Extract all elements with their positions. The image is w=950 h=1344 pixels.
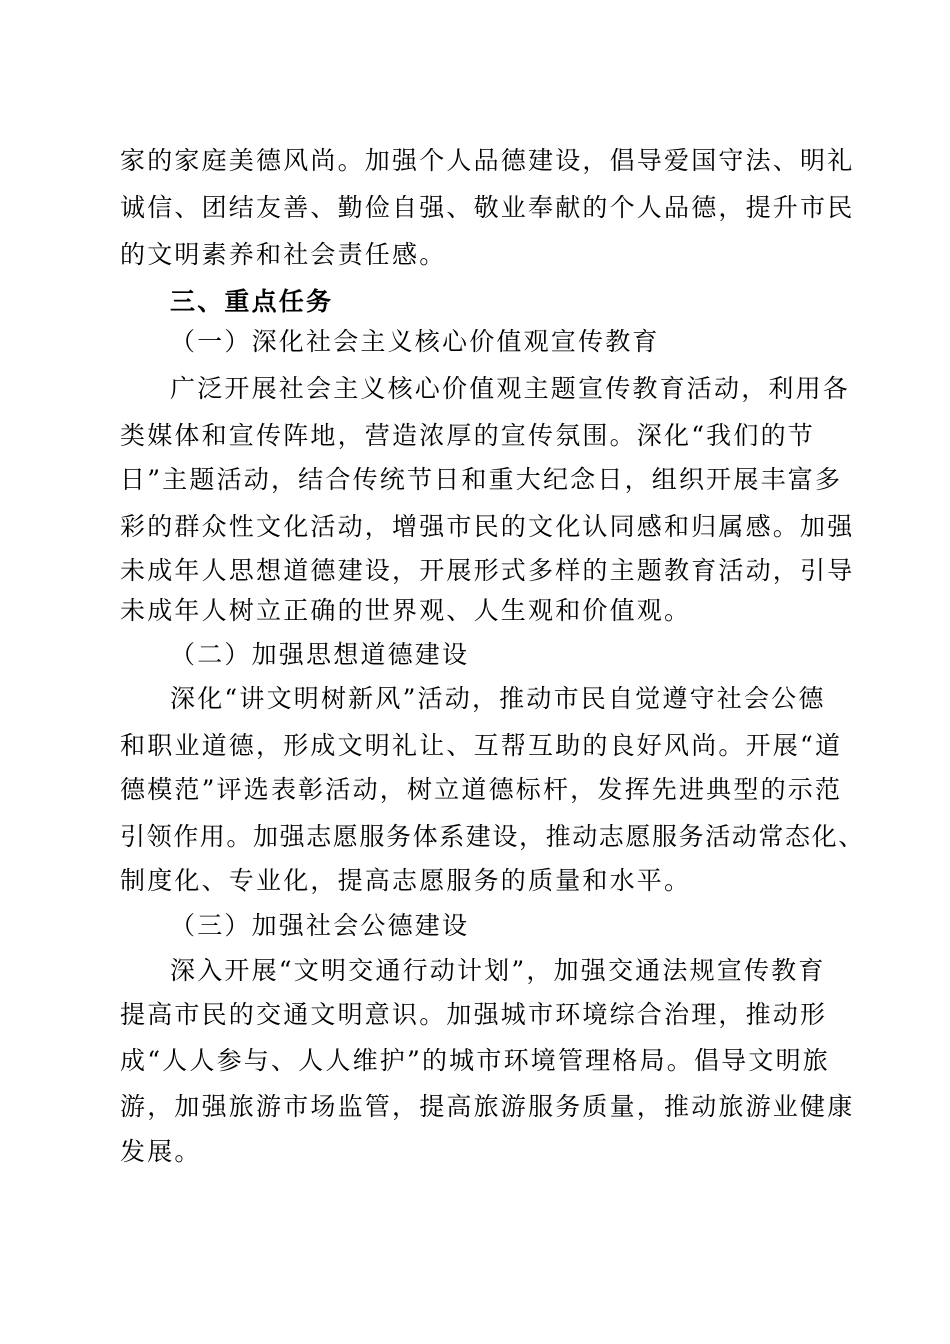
subsection-heading: （三）加强社会公德建设 xyxy=(170,911,470,940)
paragraph-line: 彩的群众性文化活动，增强市民的文化认同感和归属感。加强 xyxy=(120,512,855,541)
paragraph-line: 广泛开展社会主义核心价值观主题宣传教育活动，利用各 xyxy=(170,374,851,403)
paragraph-line: 未成年人思想道德建设，开展形式多样的主题教育活动，引导 xyxy=(120,556,855,585)
paragraph-line: 成“人人参与、人人维护”的城市环境管理格局。倡导文明旅 xyxy=(120,1046,830,1075)
paragraph-line: 深入开展“文明交通行动计划”，加强交通法规宣传教育 xyxy=(170,956,826,985)
paragraph-line: 家的家庭美德风尚。加强个人品德建设，倡导爱国守法、明礼 xyxy=(120,146,855,175)
paragraph-line: 日”主题活动，结合传统节日和重大纪念日，组织开展丰富多 xyxy=(120,465,843,494)
paragraph-line: 德模范”评选表彰活动，树立道德标杆，发挥先进典型的示范 xyxy=(120,775,843,804)
paragraph-line: 深化“讲文明树新风”活动，推动市民自觉遵守社会公德 xyxy=(170,684,826,713)
paragraph-line: 引领作用。加强志愿服务体系建设，推动志愿服务活动常态化、 xyxy=(120,822,865,851)
paragraph-line: 制度化、专业化，提高志愿服务的质量和水平。 xyxy=(120,866,692,895)
paragraph-line: 提高市民的交通文明意识。加强城市环境综合治理，推动形 xyxy=(120,1000,828,1029)
paragraph-line: 游，加强旅游市场监管，提高旅游服务质量，推动旅游业健康 xyxy=(120,1092,855,1121)
paragraph-line: 未成年人树立正确的世界观、人生观和价值观。 xyxy=(120,596,692,625)
paragraph-line: 类媒体和宣传阵地，营造浓厚的宣传氛围。深化“我们的节 xyxy=(120,421,815,450)
section-heading: 三、重点任务 xyxy=(170,287,334,316)
paragraph-line: 和职业道德，形成文明礼让、互帮互助的良好风尚。开展“道 xyxy=(120,731,843,760)
subsection-heading: （二）加强思想道德建设 xyxy=(170,640,470,669)
subsection-heading: （一）深化社会主义核心价值观宣传教育 xyxy=(170,327,660,356)
paragraph-line: 的文明素养和社会责任感。 xyxy=(120,240,447,269)
paragraph-line: 诚信、团结友善、勤俭自强、敬业奉献的个人品德，提升市民 xyxy=(120,193,855,222)
paragraph-line: 发展。 xyxy=(120,1137,202,1166)
